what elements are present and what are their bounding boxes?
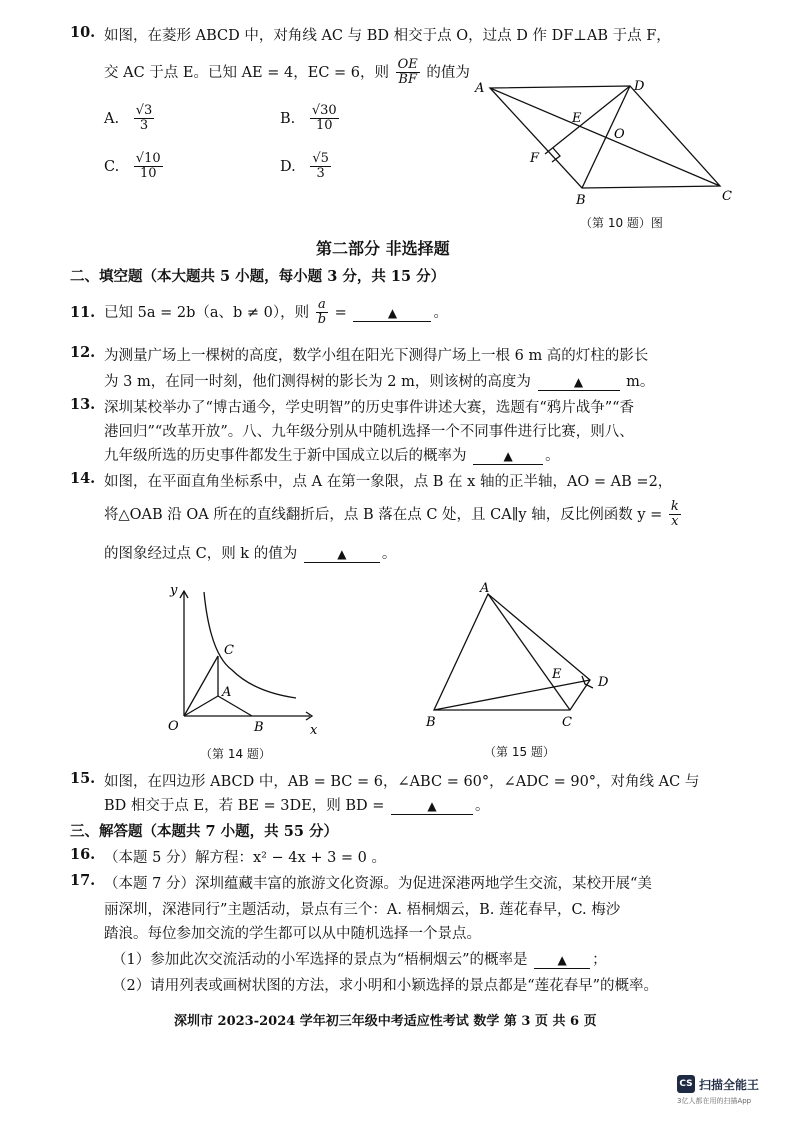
q14-line3 (104, 542, 396, 563)
blank-marker: ▲ (573, 375, 584, 389)
quadrilateral-abcd (434, 594, 590, 710)
q10-option-c (104, 152, 165, 182)
q14-line2-text: 将△OAB 沿 OA 所在的直线翻折后，点 B 落在点 C 处，且 CA∥y 轴，反比例函数 y = (104, 506, 663, 523)
q12-answer-blank[interactable] (538, 374, 620, 391)
label-b: B (426, 715, 436, 730)
blank-marker: ▲ (387, 305, 398, 320)
q10-option-d (280, 152, 333, 182)
q14-frac-top: k (670, 499, 679, 514)
option-key: A. (104, 110, 120, 127)
q12-line2-text: 为 3 m，在同一时刻，他们测得树的影长为 2 m，则该树的高度为 (104, 374, 531, 390)
option-bot: 3 (316, 166, 325, 182)
option-frac (134, 152, 163, 182)
q11-frac-bot: b (317, 312, 327, 328)
q13-line3 (104, 444, 560, 465)
q15-answer-blank[interactable] (391, 798, 473, 815)
label-f: F (530, 151, 540, 166)
q16-number: 16. (70, 846, 96, 863)
label-c: C (722, 189, 732, 204)
q15-number: 15. (70, 770, 96, 787)
q15-caption: （第 15 题） (484, 745, 555, 759)
option-frac (134, 104, 155, 134)
q14-line3-text: 的图象经过点 C，则 k 的值为 (104, 546, 298, 562)
q14-caption: （第 14 题） (200, 747, 271, 761)
q10-line1: 如图，在菱形 ABCD 中，对角线 AC 与 BD 相交于点 O，过点 D 作 DF⊥AB 于点 F， (104, 28, 671, 44)
blank-marker: ▲ (337, 547, 347, 561)
q10-line2 (104, 58, 470, 88)
option-top: √5 (312, 151, 329, 166)
section3-heading: 三、解答题（本题共 7 小题，共 55 分） (70, 823, 338, 840)
q17-sub2: （2）请用列表或画树状图的方法，求小明和小颖选择的景点都是“莲花春早”的概率。 (112, 978, 659, 994)
q14-number: 14. (70, 470, 96, 487)
label-x: x (310, 723, 318, 738)
q17-sub1-text: （1）参加此次交流活动的小军选择的景点为“梧桐烟云”的概率是 (112, 952, 528, 968)
q15-line2 (104, 794, 490, 815)
q12-line1: 为测量广场上一棵树的高度，数学小组在阳光下测得广场上一根 6 m 高的灯柱的影长 (104, 348, 649, 364)
label-b: B (254, 720, 264, 735)
q15-line2-text: BD 相交于点 E，若 BE = 3DE，则 BD = (104, 798, 385, 814)
label-o: O (614, 127, 625, 142)
q14-frac-bot: x (671, 514, 679, 530)
option-top: √30 (311, 103, 337, 118)
label-c: C (224, 643, 234, 658)
blank-marker: ▲ (503, 449, 513, 463)
label-o: O (168, 719, 179, 734)
q10-option-a (104, 104, 156, 134)
label-c: C (562, 715, 572, 730)
q10-fraction (396, 58, 420, 88)
q14-answer-blank[interactable] (304, 546, 380, 563)
q13-line3-text: 九年级所选的历史事件都发生于新中国成立以后的概率为 (104, 448, 467, 464)
scanner-logo: CS (677, 1075, 695, 1093)
blank-marker: ▲ (427, 799, 437, 813)
q14-fraction (669, 500, 681, 530)
q11-number: 11. (70, 304, 96, 321)
q10-number: 10. (70, 24, 96, 41)
option-bot: 10 (316, 118, 333, 134)
option-key: D. (280, 158, 296, 175)
q17-line3: 踏浪。每位参加交流的学生都可以从中随机选择一个景点。 (104, 926, 481, 942)
q11-end: 。 (433, 304, 448, 321)
q14-line2 (104, 500, 683, 530)
q12-line2 (104, 370, 654, 391)
q11-answer-blank[interactable] (353, 305, 431, 322)
q12-unit: m。 (626, 374, 655, 390)
label-a: A (475, 81, 485, 96)
label-a: A (222, 685, 232, 700)
label-e: E (572, 111, 582, 126)
q15-line1: 如图，在四边形 ABCD 中，AB = BC = 6，∠ABC = 60°，∠ADC = 90°，对角线 AC 与 (104, 774, 700, 790)
label-b: B (576, 193, 586, 208)
part2-title: 第二部分 非选择题 (316, 239, 450, 258)
option-bot: 3 (139, 118, 149, 134)
q15-end: 。 (475, 798, 490, 814)
q10-caption: （第 10 题）图 (580, 216, 663, 230)
q14-figure (160, 578, 335, 743)
label-a: A (480, 581, 490, 596)
q10-line2-end: 的值为 (426, 64, 470, 81)
label-d: D (634, 79, 645, 94)
q17-sub1 (112, 948, 607, 969)
option-bot: 10 (139, 166, 157, 182)
label-d: D (598, 675, 609, 690)
segment-oc (184, 656, 218, 716)
q14-end: 。 (381, 546, 397, 562)
option-top: √3 (135, 103, 153, 118)
q11-stem: 已知 5a = 2b（a、b ≠ 0），则 (104, 304, 310, 321)
option-key: B. (280, 110, 296, 127)
q10-frac-bot: BF (398, 72, 417, 88)
option-frac (310, 152, 331, 182)
q13-number: 13. (70, 396, 96, 413)
q10-line2-text: 交 AC 于点 E。已知 AE = 4，EC = 6，则 (104, 64, 390, 81)
option-key: C. (104, 158, 120, 175)
option-top: √10 (135, 151, 161, 166)
label-y: y (170, 583, 178, 598)
q10-option-b (280, 104, 341, 134)
q11-fraction (316, 298, 328, 328)
option-frac (310, 104, 339, 134)
q17-sub1-answer-blank[interactable] (534, 952, 590, 969)
page-footer: 深圳市 2023-2024 学年初三年级中考适应性考试 数学 第 3 页 共 6 页 (174, 1014, 597, 1029)
q11-frac-top: a (316, 298, 328, 313)
q13-end: 。 (545, 448, 560, 464)
blank-marker: ▲ (557, 953, 567, 967)
scanner-name: 扫描全能王 (699, 1078, 760, 1092)
segment-df (545, 86, 630, 154)
q11-equals: = (334, 304, 347, 321)
q13-answer-blank[interactable] (473, 448, 543, 465)
q17-number: 17. (70, 872, 96, 889)
q14-line1: 如图，在平面直角坐标系中，点 A 在第一象限，点 B 在 x 轴的正半轴，AO = AB =2， (104, 474, 673, 490)
q10-figure (470, 76, 740, 226)
q11-text (104, 298, 448, 328)
q15-figure (420, 578, 620, 743)
q12-number: 12. (70, 344, 96, 361)
q17-line1: （本题 7 分）深圳蕴藏丰富的旅游文化资源。为促进深港两地学生交流，某校开展“美 (104, 876, 652, 892)
q17-sub1-end: ； (592, 952, 607, 968)
section2-heading: 二、填空题（本大题共 5 小题，每小题 3 分，共 15 分） (70, 268, 446, 285)
q10-frac-top: OE (397, 57, 418, 72)
q16-text: （本题 5 分）解方程：x² − 4x + 3 = 0 。 (104, 850, 386, 866)
q17-line2: 丽深圳，深港同行”主题活动，景点有三个：A. 梧桐烟云，B. 莲花春早，C. 梅沙 (104, 902, 621, 918)
q13-line2: 港回归”“改革开放”。八、九年级分别从中随机选择一个不同事件进行比赛，则八、 (104, 424, 634, 440)
scanner-tagline: 3亿人都在用的扫描App (677, 1097, 752, 1105)
q13-line1: 深圳某校举办了“博古通今，学史明智”的历史事件讲述大赛，选题有“鸦片战争”“香 (104, 400, 635, 416)
diagonal-ac (490, 88, 720, 186)
label-e: E (552, 667, 562, 682)
